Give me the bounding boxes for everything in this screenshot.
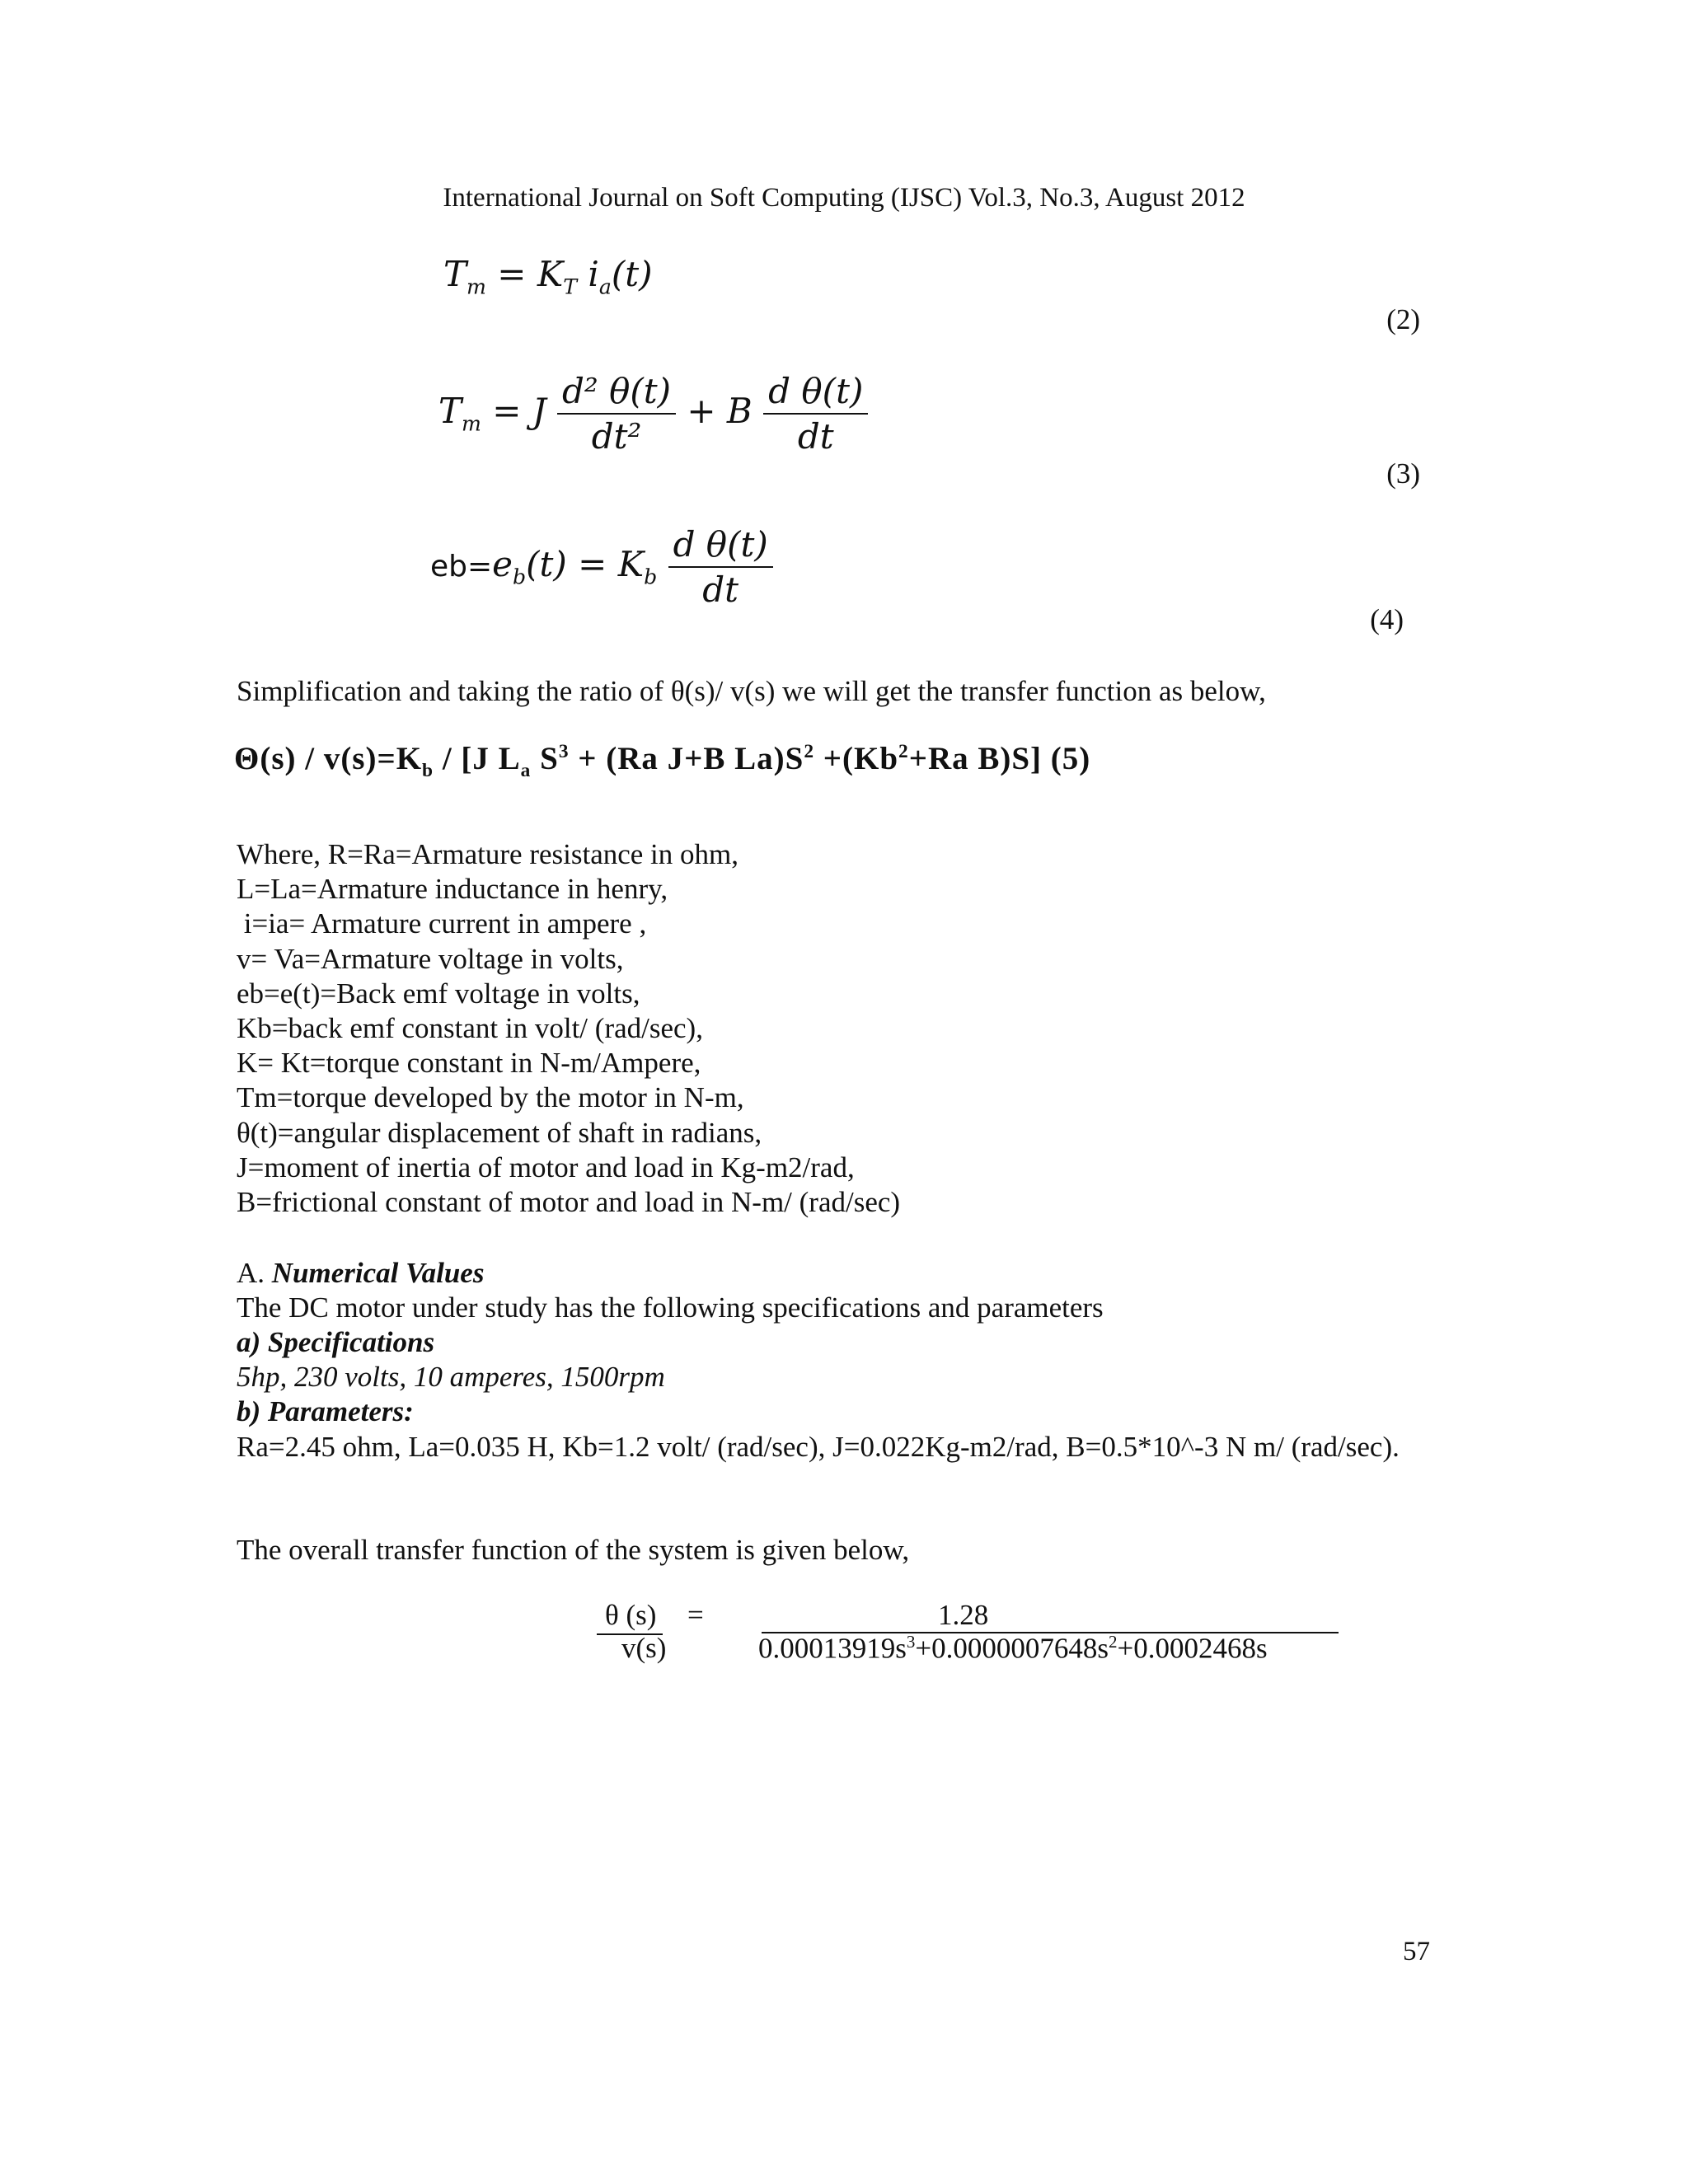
definition-line: L=La=Armature inductance in henry, bbox=[237, 873, 668, 906]
simplification-paragraph: Simplification and taking the ratio of θ(s)/ v(s) we will get the transfer function as below, bbox=[237, 675, 1266, 707]
fraction-back-emf: $\frac{\text{d θ(t)}}{dt}$ bbox=[668, 524, 773, 610]
parameters-values: Ra=2.45 ohm, La=0.035 H, Kb=1.2 volt/ (rad/sec), J=0.022Kg-m2/rad, B=0.5*10^-3 N m/ (rad/sec). bbox=[237, 1431, 1400, 1463]
specifications-values: 5hp, 230 volts, 10 amperes, 1500rpm bbox=[237, 1361, 665, 1393]
equation-number-3: (3) bbox=[1386, 457, 1420, 490]
definition-line: J=moment of inertia of motor and load in Kg-m2/rad, bbox=[237, 1151, 855, 1183]
tf-rhs-denominator: $0.00013919s^3+0.0000007648s^2+0.0002468s$ bbox=[758, 1632, 1268, 1665]
section-intro: The DC motor under study has the following specifications and parameters bbox=[237, 1291, 1104, 1324]
transfer-function-equation-5: $\Theta(s) / v(s)=K_b / [J$ $L_a$ $S^3 + (Ra$ J+B $La)S^2 +(Kb^2+Ra$ B)S] (5) bbox=[234, 741, 1091, 781]
definition-line: θ(t)=angular displacement of shaft in radians, bbox=[237, 1116, 762, 1149]
equation-number-4: (4) bbox=[1370, 603, 1404, 635]
tf-lhs-numerator: θ (s) bbox=[605, 1599, 657, 1631]
equation-number-2: (2) bbox=[1386, 303, 1420, 335]
overall-transfer-function bbox=[593, 1599, 1352, 1681]
section-heading: A. Numerical Values bbox=[237, 1257, 485, 1289]
tf-equals-sign: = bbox=[687, 1599, 704, 1631]
tf-rhs-numerator: 1.28 bbox=[938, 1599, 989, 1631]
definition-line: K= Kt=torque constant in N-m/Ampere, bbox=[237, 1047, 701, 1080]
definition-line: B=frictional constant of motor and load in N-m/ (rad/sec) bbox=[237, 1186, 901, 1219]
equation-4: $eb=e_b(t) = K_b$ $\frac{\text{d θ(t)}}{dt}$ bbox=[430, 524, 773, 610]
parameters-heading: b) Parameters: bbox=[237, 1395, 414, 1427]
journal-header: International Journal on Soft Computing (IJSC) Vol.3, No.3, August 2012 bbox=[443, 183, 1245, 213]
symbol-definitions bbox=[237, 837, 900, 1220]
page-number: 57 bbox=[1403, 1937, 1430, 1966]
fraction-second-derivative: $\frac{\text{d² θ(t)}}{\text{dt²}}$ bbox=[557, 371, 676, 457]
definition-line: i=ia= Armature current in ampere , bbox=[237, 907, 647, 940]
fraction-first-derivative: $\frac{\text{d θ(t)}}{dt}$ bbox=[763, 371, 868, 457]
definition-line: v= Va=Armature voltage in volts, bbox=[237, 942, 624, 975]
definition-line: Where, R=Ra=Armature resistance in ohm, bbox=[237, 838, 738, 870]
definition-line: eb=e(t)=Back emf voltage in volts, bbox=[237, 977, 640, 1010]
equation-2: $T_m = K_T$ $i_a(t)$ bbox=[443, 254, 653, 299]
specifications-heading: a) Specifications bbox=[237, 1326, 435, 1358]
overall-tf-intro: The overall transfer function of the system is given below, bbox=[237, 1534, 910, 1566]
equation-3: $T_m = J$ $\frac{\text{d² θ(t)}}{\text{dt²}}$ + B $\frac{\text{d θ(t)}}{dt}$ bbox=[438, 371, 868, 457]
definition-line: Kb=back emf constant in volt/ (rad/sec), bbox=[237, 1012, 703, 1045]
definition-line: Tm=torque developed by the motor in N-m, bbox=[237, 1081, 744, 1114]
tf-lhs-denominator: v(s) bbox=[621, 1632, 667, 1664]
